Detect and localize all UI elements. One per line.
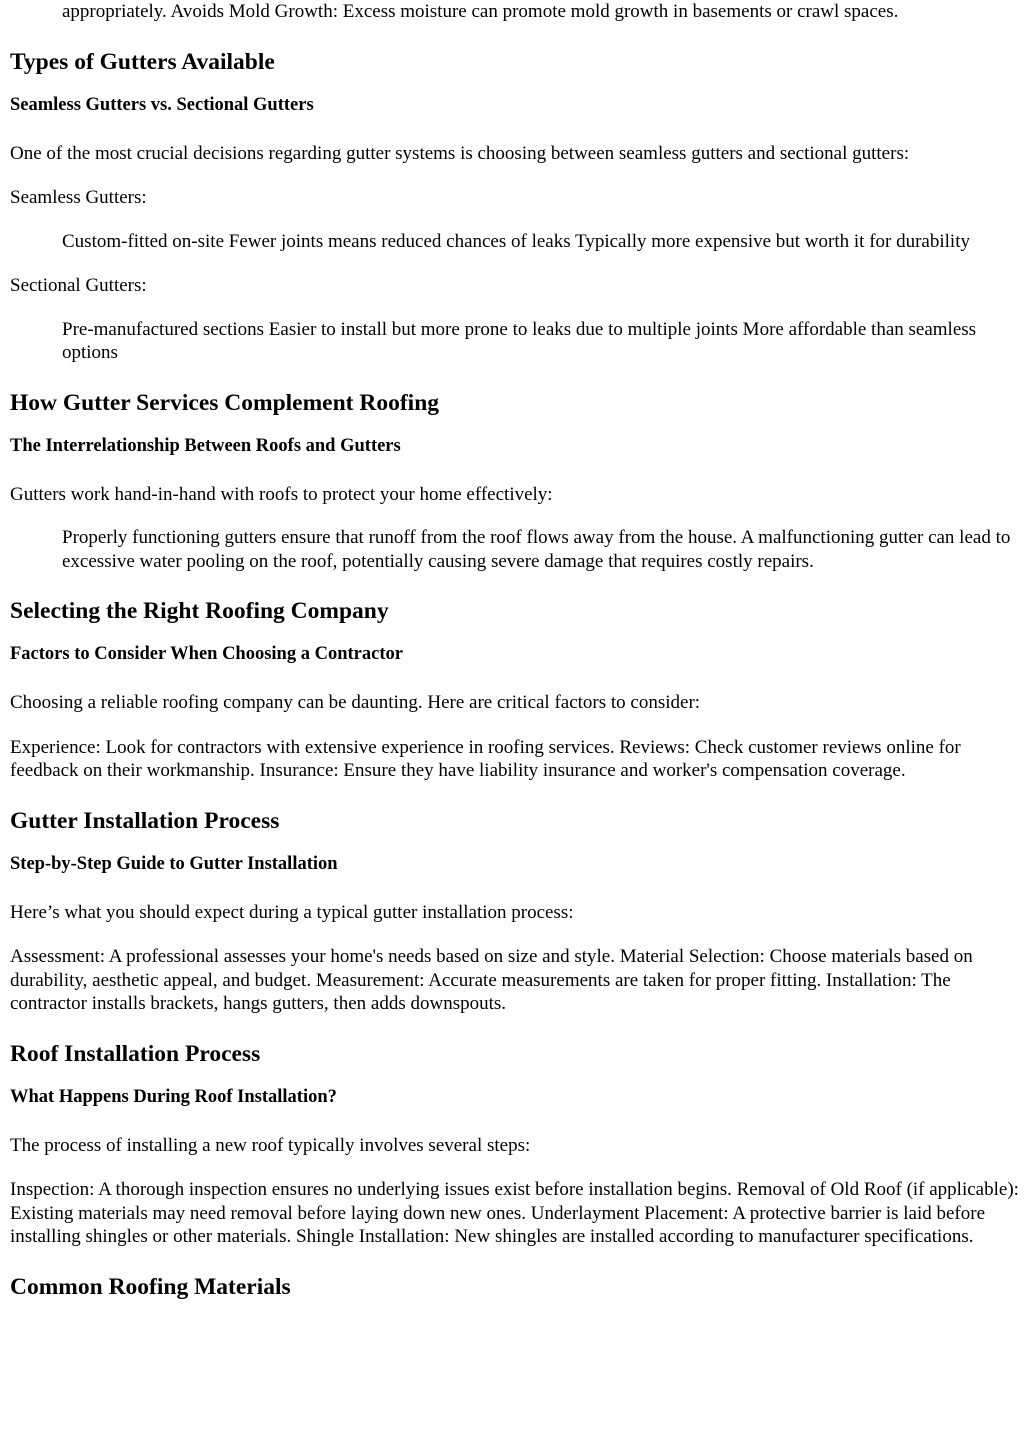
article-body [10,0,1020,1301]
subheading-roof-installation: What Happens During Roof Installation? [10,1086,337,1107]
heading-gutter-installation-process: Gutter Installation Process [10,807,280,834]
paragraph-gutters-hand-in-hand: Gutters work hand-in-hand with roofs to protect your home effectively: [10,483,553,505]
heading-common-roofing-materials: Common Roofing Materials [10,1273,291,1300]
subheading-contractor-factors: Factors to Consider When Choosing a Contractor [10,644,403,664]
subheading-gutter-installation-guide: Step-by-Step Guide to Gutter Installation [10,853,338,874]
paragraph-gutter-decision: One of the most crucial decisions regarding gutter systems is choosing between seamless gutters and sectional gutters: [10,142,910,164]
paragraph-gutter-steps: Assessment: A professional assesses your home's needs based on size and style. Material Selection: Choose materials based on durability, aesthetic appeal, and budget. Measurement: Accurate measurements are taken for proper fitting. Installation: The contractor installs brackets, hangs gutters, then adds downspouts. [10,946,973,1014]
lead-in-text: appropriately. Avoids Mold Growth: Excess moisture can promote mold growth in basements or crawl spaces. [62,1,899,22]
heading-roof-installation-process: Roof Installation Process [10,1040,261,1067]
paragraph-roof-process: The process of installing a new roof typically involves several steps: [10,1134,531,1156]
paragraph-contractor-factors: Experience: Look for contractors with extensive experience in roofing services. Reviews: Check customer reviews online for feedback on their workmanship. Insurance: Ensure they have liability insurance and worker's compensation coverage. [10,736,961,781]
label-sectional-gutters: Sectional Gutters: [10,275,147,296]
paragraph-gutter-expectations: Here’s what you should expect during a typical gutter installation process: [10,901,574,923]
sectional-gutters-points: Pre-manufactured sections Easier to install but more prone to leaks due to multiple joints More affordable than seamless options [62,318,977,363]
label-seamless-gutters: Seamless Gutters: [10,187,147,208]
seamless-gutters-points: Custom-fitted on-site Fewer joints means reduced chances of leaks Typically more expensive but worth it for durability [62,230,970,252]
paragraph-roof-steps: Inspection: A thorough inspection ensures no underlying issues exist before installation begins. Removal of Old Roof (if applicable): Existing materials may need removal before laying down new ones. Underlayment Placement: A protective barrier is laid before installing shingles or other materials. Shingle Installation: New shingles are installed according to manufacturer specifications. [10,1179,1019,1247]
heading-types-of-gutters: Types of Gutters Available [10,48,275,75]
gutter-function-points: Properly functioning gutters ensure that runoff from the roof flows away from the house. A malfunctioning gutter can lead to excessive water pooling on the roof, potentially causing severe damage that requires costly repairs. [62,527,1011,572]
subheading-seamless-vs-sectional: Seamless Gutters vs. Sectional Gutters [10,94,314,115]
paragraph-choosing-company: Choosing a reliable roofing company can be daunting. Here are critical factors to consider: [10,692,701,713]
heading-gutter-services-complement: How Gutter Services Complement Roofing [10,389,440,416]
subheading-roofs-and-gutters: The Interrelationship Between Roofs and Gutters [10,435,401,456]
heading-selecting-roofing-company: Selecting the Right Roofing Company [10,598,389,624]
